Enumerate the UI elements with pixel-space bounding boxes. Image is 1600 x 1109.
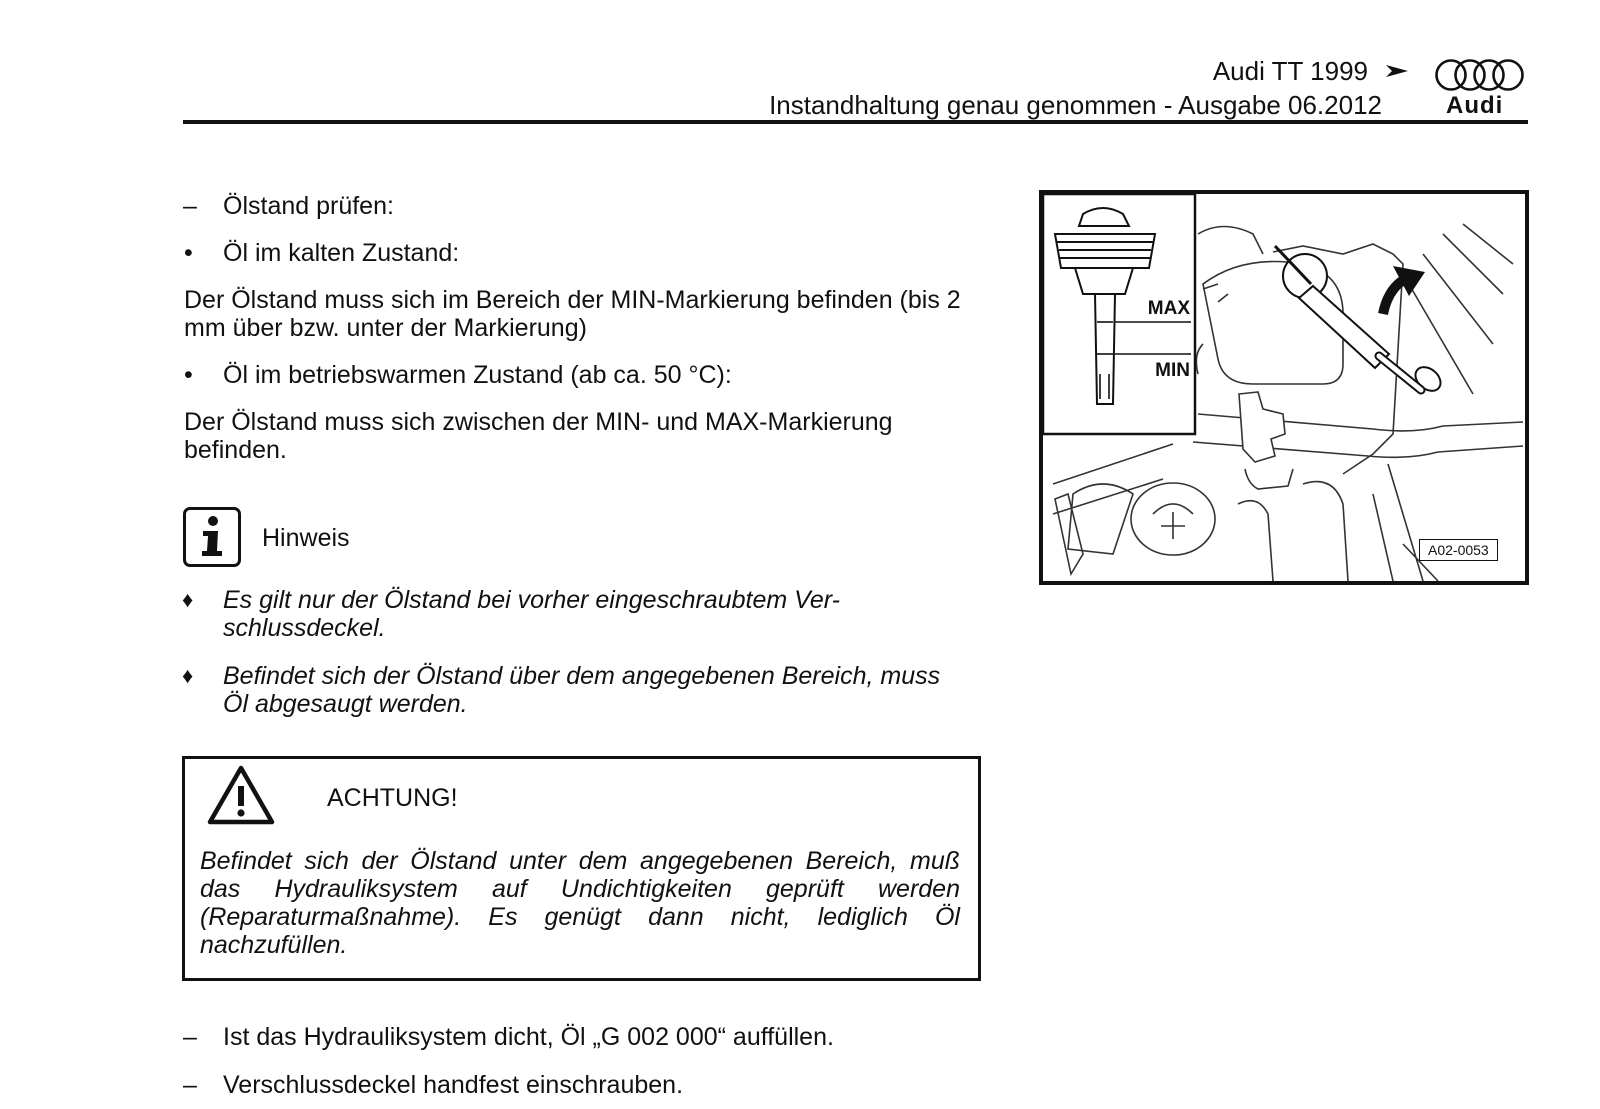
note-title: Hinweis (262, 524, 350, 552)
note-item-2: Befindet sich der Ölstand über dem angegebenen Bereich, muss Öl abgesaugt werden. (223, 662, 941, 718)
dash-marker: – (183, 192, 197, 220)
info-icon (183, 507, 241, 567)
figure-id: A02-0053 (1419, 539, 1498, 561)
paragraph-warm-level: Der Ölstand muss sich zwischen der MIN- und MAX-Markierung befinden. (184, 408, 893, 464)
paragraph-cold-level: Der Ölstand muss sich im Bereich der MIN-Markierung befinden (bis 2 mm über bzw. unter der Markierung) (184, 286, 961, 342)
dash-marker: – (183, 1071, 197, 1099)
label-max: MAX (1147, 298, 1190, 319)
warning-triangle-icon (206, 764, 276, 826)
step-fill-oil: Ist das Hydrauliksystem dicht, Öl „G 002 000“ auffüllen. (223, 1023, 834, 1051)
header-divider (183, 120, 1528, 124)
rotation-arrow-icon (1383, 266, 1425, 314)
bullet-marker: • (184, 361, 193, 389)
header-model: Audi TT 1999 (1212, 56, 1368, 86)
step-screw-cap: Verschlussdeckel handfest einschrauben. (223, 1071, 684, 1099)
bullet-cold-oil: Öl im kalten Zustand: (223, 239, 460, 267)
dash-marker: – (183, 1023, 197, 1051)
engine-bay-figure (1039, 190, 1529, 585)
warning-title: ACHTUNG! (327, 784, 458, 812)
screwdriver-icon (1275, 246, 1445, 396)
warning-text: Befindet sich der Ölstand unter dem angegebenen Bereich, muß das Hydrauliksystem auf Undichtigkeiten geprüft werden (Reparaturmaßnahme). Es genügt dann nicht, lediglich Öl nachzufüllen. (200, 847, 960, 959)
diamond-marker: ♦ (182, 663, 194, 688)
label-min: MIN (1155, 360, 1190, 381)
diamond-marker: ♦ (182, 587, 194, 612)
audi-rings-logo (1434, 58, 1526, 92)
header-subtitle: Instandhaltung genau genommen - Ausgabe 06.2012 (769, 90, 1382, 120)
brand-wordmark: Audi (1446, 92, 1504, 119)
step-check-oil: Ölstand prüfen: (223, 192, 394, 220)
note-line-1a: Es gilt nur der Ölstand bei vorher eingeschraubtem Ver- (223, 586, 840, 614)
bullet-warm-oil: Öl im betriebswarmen Zustand (ab ca. 50 °C): (223, 361, 732, 389)
arrow-icon (1385, 62, 1409, 80)
bullet-marker: • (184, 239, 193, 267)
note-line-1b: schlussdeckel. (223, 614, 386, 642)
